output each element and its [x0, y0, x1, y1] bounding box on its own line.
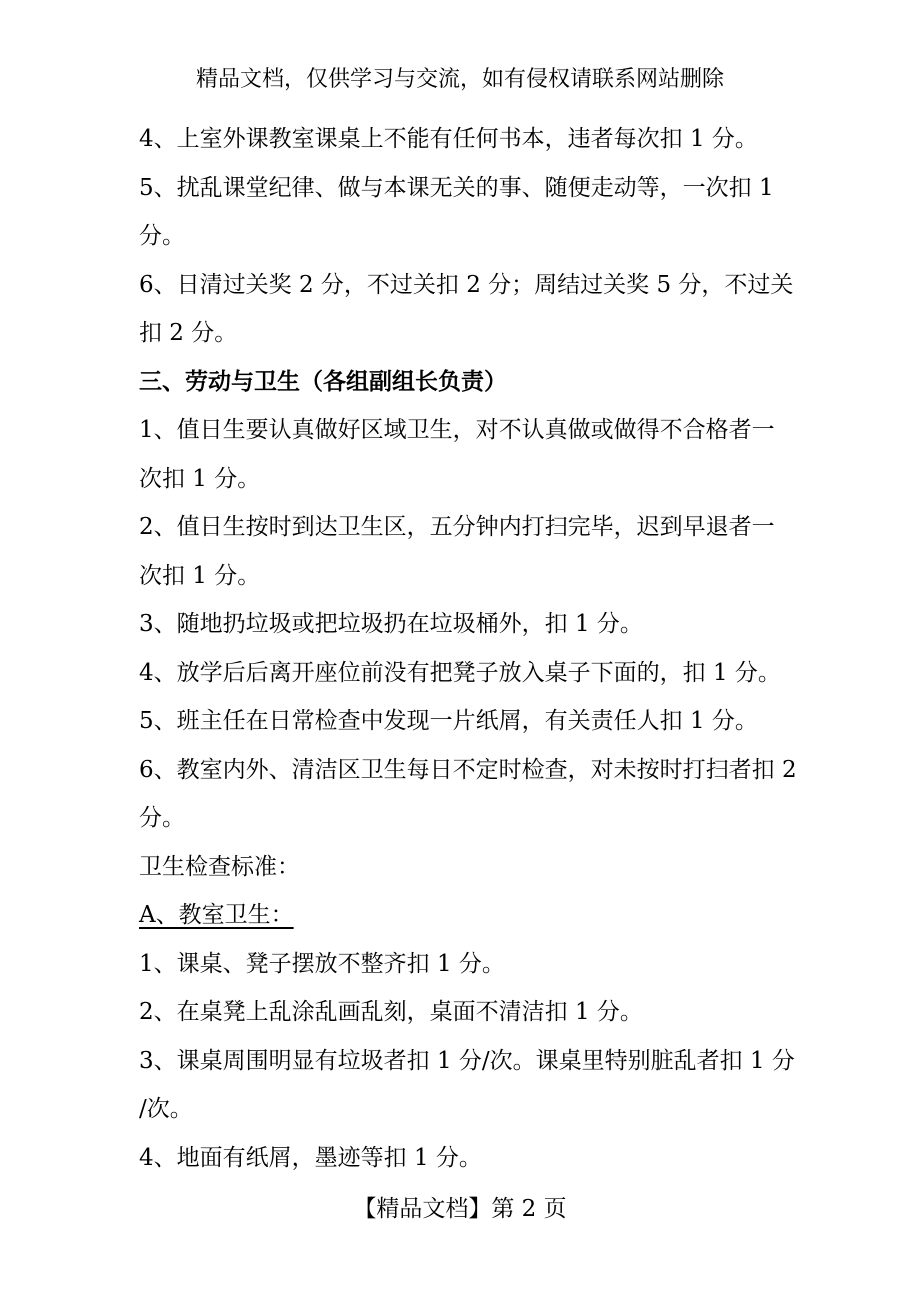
hygiene-rule-4: 4、放学后后离开座位前没有把凳子放入桌子下面的，扣 1 分。	[139, 659, 781, 686]
hygiene-rule-1-cont: 次扣 1 分。	[139, 465, 261, 492]
page-header: 精品文档，仅供学习与交流，如有侵权请联系网站删除	[195, 67, 724, 92]
rule-5-discipline: 5、扰乱课堂纪律、做与本课无关的事、随便走动等，一次扣 1	[139, 174, 774, 201]
document-body	[139, 115, 797, 1182]
hygiene-rule-2-cont: 次扣 1 分。	[139, 562, 261, 589]
section-heading-labor-hygiene: 三、劳动与卫生（各组副组长负责）	[139, 367, 507, 395]
subsection-classroom-hygiene	[139, 891, 789, 940]
hygiene-rule-6-cont: 分。	[139, 805, 185, 831]
classroom-rule-3: 3、课桌周围明显有垃圾者扣 1 分/次。课桌里特别脏乱者扣 1 分	[139, 1047, 795, 1074]
hygiene-rule-2: 2、值日生按时到达卫生区，五分钟内打扫完毕，迟到早退者一	[139, 514, 775, 540]
classroom-rule-1: 1、课桌、凳子摆放不整齐扣 1 分。	[139, 950, 505, 977]
hygiene-rule-3: 3、随地扔垃圾或把垃圾扔在垃圾桶外，扣 1 分。	[139, 611, 643, 637]
hygiene-standards-title: 卫生检查标准：	[139, 853, 300, 880]
classroom-rule-3-cont: /次。	[139, 1096, 193, 1122]
rule-5-discipline-cont: 分。	[139, 223, 185, 249]
rule-6-daily-check-cont: 扣 2 分。	[139, 320, 238, 346]
classroom-rule-2: 2、在桌凳上乱涂乱画乱刻，桌面不清洁扣 1 分。	[139, 999, 643, 1025]
hygiene-rule-5: 5、班主任在日常检查中发现一片纸屑，有关责任人扣 1 分。	[139, 708, 758, 734]
rule-6-daily-check: 6、日清过关奖 2 分，不过关扣 2 分；周结过关奖 5 分，不过关	[139, 271, 794, 298]
subsection-classroom-hygiene-label: A、教室卫生：	[139, 902, 294, 928]
classroom-rule-4: 4、地面有纸屑，墨迹等扣 1 分。	[139, 1144, 482, 1171]
page-footer: 【精品文档】第 2 页	[353, 1196, 567, 1222]
hygiene-rule-1: 1、值日生要认真做好区域卫生，对不认真做或做得不合格者一	[139, 417, 775, 443]
rule-4-outdoor-class: 4、上室外课教室课桌上不能有任何书本，违者每次扣 1 分。	[139, 126, 758, 152]
hygiene-rule-6: 6、教室内外、清洁区卫生每日不定时检查，对未按时打扫者扣 2	[139, 756, 797, 783]
